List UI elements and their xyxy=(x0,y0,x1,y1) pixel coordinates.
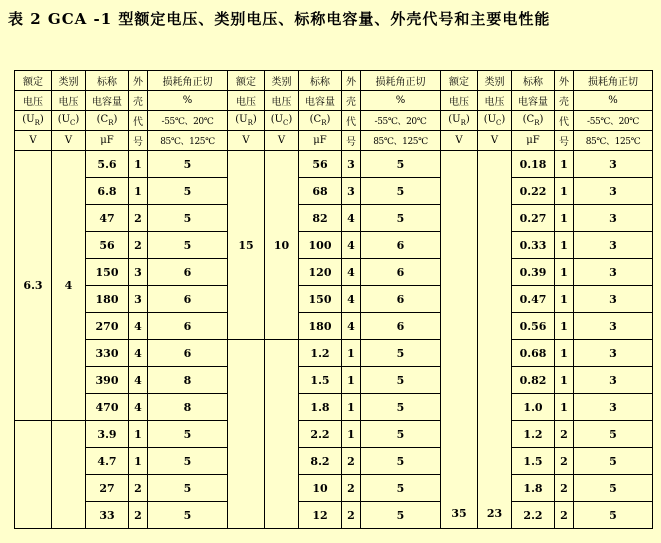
capacitance-cell: 68 xyxy=(299,178,342,205)
case-code-cell: 4 xyxy=(342,232,361,259)
loss-tangent-cell: 5 xyxy=(361,367,441,394)
table-row xyxy=(15,340,653,367)
table-row xyxy=(15,232,653,259)
case-code-cell: 4 xyxy=(342,286,361,313)
capacitance-header: 标称 xyxy=(86,71,129,91)
symbol-text: ) xyxy=(113,114,118,125)
table-row xyxy=(15,421,653,448)
rated-voltage-cell: 15 xyxy=(228,151,265,340)
case-code-header: 号 xyxy=(129,131,148,151)
category-voltage-unit: V xyxy=(265,131,299,151)
capacitance-symbol xyxy=(86,111,129,131)
loss-tangent-cell: 5 xyxy=(574,502,653,529)
loss-tangent-header: 损耗角正切 xyxy=(574,71,653,91)
symbol-text: ) xyxy=(288,114,293,125)
capacitance-unit: μF xyxy=(86,131,129,151)
capacitance-cell: 6.8 xyxy=(86,178,129,205)
rated-voltage-cell xyxy=(228,340,265,529)
spec-table xyxy=(14,70,653,529)
case-code-cell: 1 xyxy=(342,394,361,421)
symbol-text: ) xyxy=(465,114,470,125)
symbol-subscript: R xyxy=(247,119,253,127)
rated-voltage-symbol xyxy=(15,111,52,131)
capacitance-cell: 56 xyxy=(299,151,342,178)
case-code-cell: 3 xyxy=(129,286,148,313)
symbol-text: ) xyxy=(539,114,544,125)
case-code-cell: 1 xyxy=(129,448,148,475)
loss-tangent-cell: 3 xyxy=(574,259,653,286)
category-voltage-header: 类别 xyxy=(265,71,299,91)
case-code-header: 外 xyxy=(129,71,148,91)
capacitance-cell: 0.39 xyxy=(512,259,555,286)
rated-voltage-symbol xyxy=(228,111,265,131)
capacitance-cell: 0.47 xyxy=(512,286,555,313)
case-code-header: 外 xyxy=(555,71,574,91)
table-row xyxy=(15,286,653,313)
capacitance-cell: 2.2 xyxy=(512,502,555,529)
capacitance-cell: 33 xyxy=(86,502,129,529)
loss-tangent-cell: 6 xyxy=(148,340,228,367)
case-code-cell: 1 xyxy=(555,340,574,367)
category-voltage-unit: V xyxy=(478,131,512,151)
loss-tangent-cell: 5 xyxy=(148,151,228,178)
category-voltage-header: 类别 xyxy=(52,71,86,91)
capacitance-symbol xyxy=(299,111,342,131)
loss-tangent-cell: 5 xyxy=(148,205,228,232)
symbol-text: (C xyxy=(96,114,109,125)
loss-tangent-header: 损耗角正切 xyxy=(148,71,228,91)
symbol-text: ) xyxy=(75,114,80,125)
case-code-header: 壳 xyxy=(129,91,148,111)
symbol-subscript: R xyxy=(460,119,466,127)
case-code-header: 代 xyxy=(129,111,148,131)
case-code-cell: 1 xyxy=(555,232,574,259)
symbol-text: ) xyxy=(326,114,331,125)
table-row xyxy=(15,178,653,205)
capacitance-cell: 1.8 xyxy=(512,475,555,502)
symbol-text: (C xyxy=(309,114,322,125)
case-code-cell: 4 xyxy=(342,205,361,232)
case-code-cell: 4 xyxy=(129,313,148,340)
capacitance-cell: 1.5 xyxy=(299,367,342,394)
symbol-subscript: C xyxy=(496,119,502,127)
case-code-cell: 4 xyxy=(342,313,361,340)
capacitance-cell: 150 xyxy=(86,259,129,286)
loss-tangent-cell: 3 xyxy=(574,367,653,394)
spec-table-body xyxy=(15,71,653,529)
header-row xyxy=(15,111,653,131)
case-code-cell: 2 xyxy=(555,421,574,448)
case-code-header: 号 xyxy=(555,131,574,151)
loss-tangent-cell: 5 xyxy=(574,421,653,448)
loss-tangent-cell: 3 xyxy=(574,340,653,367)
capacitance-header: 标称 xyxy=(512,71,555,91)
capacitance-cell: 12 xyxy=(299,502,342,529)
capacitance-cell: 82 xyxy=(299,205,342,232)
category-voltage-header: 电压 xyxy=(52,91,86,111)
table-row xyxy=(15,205,653,232)
capacitance-cell: 4.7 xyxy=(86,448,129,475)
capacitance-cell: 1.2 xyxy=(512,421,555,448)
loss-tangent-cell: 8 xyxy=(148,394,228,421)
capacitance-cell: 1.5 xyxy=(512,448,555,475)
loss-tangent-header: 损耗角正切 xyxy=(361,71,441,91)
symbol-text: (U xyxy=(483,114,497,125)
loss-tangent-cell: 5 xyxy=(361,151,441,178)
loss-tangent-cell: 3 xyxy=(574,313,653,340)
case-code-header: 号 xyxy=(342,131,361,151)
rated-voltage-cell: 35 xyxy=(441,151,478,529)
category-voltage-symbol xyxy=(265,111,299,131)
loss-tangent-cell: 6 xyxy=(148,286,228,313)
symbol-text: (U xyxy=(22,114,35,125)
rated-voltage-header: 电压 xyxy=(228,91,265,111)
case-code-cell: 1 xyxy=(555,394,574,421)
table-row xyxy=(15,394,653,421)
case-code-cell: 2 xyxy=(555,448,574,475)
category-voltage-header: 类别 xyxy=(478,71,512,91)
loss-tangent-cell: 5 xyxy=(361,421,441,448)
loss-tangent-cell: 3 xyxy=(574,178,653,205)
capacitance-cell: 470 xyxy=(86,394,129,421)
symbol-text: (C xyxy=(522,114,535,125)
table-row xyxy=(15,313,653,340)
table-row xyxy=(15,475,653,502)
rated-voltage-header: 额定 xyxy=(15,71,52,91)
case-code-cell: 1 xyxy=(555,286,574,313)
capacitance-cell: 0.27 xyxy=(512,205,555,232)
case-code-cell: 1 xyxy=(555,151,574,178)
capacitance-cell: 3.9 xyxy=(86,421,129,448)
loss-tangent-cell: 5 xyxy=(148,448,228,475)
loss-tangent-header: % xyxy=(148,91,228,111)
capacitance-cell: 0.56 xyxy=(512,313,555,340)
case-code-cell: 3 xyxy=(342,178,361,205)
symbol-text: (U xyxy=(270,114,284,125)
capacitance-cell: 56 xyxy=(86,232,129,259)
rated-voltage-cell xyxy=(15,421,52,529)
table-row xyxy=(15,448,653,475)
capacitance-cell: 100 xyxy=(299,232,342,259)
capacitance-cell: 0.68 xyxy=(512,340,555,367)
capacitance-header: 电容量 xyxy=(86,91,129,111)
case-code-cell: 2 xyxy=(129,205,148,232)
capacitance-cell: 0.33 xyxy=(512,232,555,259)
loss-tangent-header: % xyxy=(574,91,653,111)
symbol-subscript: C xyxy=(70,119,76,127)
header-row xyxy=(15,71,653,91)
symbol-text: (U xyxy=(448,114,461,125)
capacitance-cell: 0.22 xyxy=(512,178,555,205)
capacitance-cell: 0.18 xyxy=(512,151,555,178)
case-code-cell: 2 xyxy=(342,475,361,502)
loss-tangent-cell: 5 xyxy=(148,421,228,448)
loss-tangent-cell: 6 xyxy=(361,232,441,259)
case-code-cell: 1 xyxy=(129,178,148,205)
loss-tangent-cell: 6 xyxy=(148,259,228,286)
loss-tangent-cell: 6 xyxy=(361,259,441,286)
loss-tangent-cell: 3 xyxy=(574,232,653,259)
loss-tangent-cell: 8 xyxy=(148,367,228,394)
capacitance-cell: 10 xyxy=(299,475,342,502)
loss-tangent-cell: 6 xyxy=(361,313,441,340)
loss-tangent-header: -55℃、20℃ xyxy=(574,111,653,131)
category-voltage-cell xyxy=(265,340,299,529)
rated-voltage-header: 电压 xyxy=(441,91,478,111)
capacitance-cell: 390 xyxy=(86,367,129,394)
loss-tangent-cell: 5 xyxy=(361,394,441,421)
case-code-cell: 4 xyxy=(129,340,148,367)
case-code-cell: 2 xyxy=(342,448,361,475)
rated-voltage-unit: V xyxy=(15,131,52,151)
rated-voltage-cell: 6.3 xyxy=(15,151,52,421)
category-voltage-cell: 23 xyxy=(478,151,512,529)
symbol-text: ) xyxy=(252,114,257,125)
symbol-subscript: R xyxy=(321,119,327,127)
symbol-text: (U xyxy=(235,114,248,125)
loss-tangent-cell: 3 xyxy=(574,151,653,178)
case-code-cell: 1 xyxy=(342,421,361,448)
capacitance-cell: 27 xyxy=(86,475,129,502)
table-row xyxy=(15,502,653,529)
loss-tangent-header: 85℃、125℃ xyxy=(148,131,228,151)
symbol-text: ) xyxy=(39,114,44,125)
category-voltage-header: 电压 xyxy=(478,91,512,111)
loss-tangent-cell: 3 xyxy=(574,394,653,421)
rated-voltage-header: 额定 xyxy=(228,71,265,91)
loss-tangent-cell: 5 xyxy=(361,205,441,232)
loss-tangent-cell: 5 xyxy=(148,502,228,529)
capacitance-cell: 120 xyxy=(299,259,342,286)
capacitance-cell: 47 xyxy=(86,205,129,232)
capacitance-unit: μF xyxy=(512,131,555,151)
case-code-cell: 1 xyxy=(555,259,574,286)
rated-voltage-unit: V xyxy=(441,131,478,151)
case-code-header: 代 xyxy=(555,111,574,131)
category-voltage-symbol xyxy=(52,111,86,131)
loss-tangent-cell: 5 xyxy=(361,340,441,367)
loss-tangent-header: 85℃、125℃ xyxy=(574,131,653,151)
case-code-cell: 1 xyxy=(555,367,574,394)
loss-tangent-cell: 6 xyxy=(148,313,228,340)
capacitance-header: 电容量 xyxy=(299,91,342,111)
case-code-header: 壳 xyxy=(555,91,574,111)
category-voltage-cell: 4 xyxy=(52,151,86,421)
capacitance-header: 电容量 xyxy=(512,91,555,111)
loss-tangent-header: % xyxy=(361,91,441,111)
loss-tangent-cell: 5 xyxy=(574,448,653,475)
capacitance-header: 标称 xyxy=(299,71,342,91)
table-row xyxy=(15,367,653,394)
case-code-cell: 3 xyxy=(129,259,148,286)
symbol-subscript: C xyxy=(283,119,289,127)
loss-tangent-cell: 6 xyxy=(361,286,441,313)
capacitance-cell: 0.82 xyxy=(512,367,555,394)
case-code-header: 代 xyxy=(342,111,361,131)
case-code-cell: 2 xyxy=(342,502,361,529)
header-row xyxy=(15,91,653,111)
table-row xyxy=(15,259,653,286)
capacitance-cell: 1.0 xyxy=(512,394,555,421)
case-code-cell: 2 xyxy=(555,475,574,502)
category-voltage-header: 电压 xyxy=(265,91,299,111)
loss-tangent-cell: 3 xyxy=(574,205,653,232)
case-code-cell: 2 xyxy=(129,475,148,502)
loss-tangent-cell: 5 xyxy=(361,178,441,205)
case-code-cell: 2 xyxy=(555,502,574,529)
loss-tangent-header: 85℃、125℃ xyxy=(361,131,441,151)
capacitance-cell: 1.8 xyxy=(299,394,342,421)
loss-tangent-cell: 5 xyxy=(148,475,228,502)
category-voltage-cell xyxy=(52,421,86,529)
symbol-subscript: R xyxy=(108,119,114,127)
symbol-text: (U xyxy=(57,114,71,125)
capacitance-cell: 8.2 xyxy=(299,448,342,475)
case-code-cell: 1 xyxy=(555,313,574,340)
loss-tangent-cell: 3 xyxy=(574,286,653,313)
case-code-cell: 1 xyxy=(342,340,361,367)
capacitance-cell: 2.2 xyxy=(299,421,342,448)
case-code-cell: 1 xyxy=(555,205,574,232)
header-row xyxy=(15,131,653,151)
case-code-cell: 1 xyxy=(555,178,574,205)
rated-voltage-symbol xyxy=(441,111,478,131)
case-code-cell: 3 xyxy=(342,151,361,178)
case-code-cell: 1 xyxy=(129,151,148,178)
category-voltage-cell: 10 xyxy=(265,151,299,340)
capacitance-unit: μF xyxy=(299,131,342,151)
case-code-cell: 4 xyxy=(342,259,361,286)
case-code-cell: 2 xyxy=(129,502,148,529)
category-voltage-unit: V xyxy=(52,131,86,151)
loss-tangent-cell: 5 xyxy=(148,178,228,205)
rated-voltage-header: 额定 xyxy=(441,71,478,91)
table-title: 表 2 GCA -1 型额定电压、类别电压、标称电容量、外壳代号和主要电性能 xyxy=(8,10,551,28)
loss-tangent-header: -55℃、20℃ xyxy=(361,111,441,131)
symbol-text: ) xyxy=(501,114,506,125)
case-code-cell: 1 xyxy=(129,421,148,448)
case-code-header: 壳 xyxy=(342,91,361,111)
rated-voltage-header: 电压 xyxy=(15,91,52,111)
symbol-subscript: R xyxy=(34,119,40,127)
symbol-subscript: R xyxy=(534,119,540,127)
capacitance-cell: 270 xyxy=(86,313,129,340)
capacitance-cell: 330 xyxy=(86,340,129,367)
capacitance-cell: 180 xyxy=(86,286,129,313)
capacitance-cell: 180 xyxy=(299,313,342,340)
capacitance-cell: 150 xyxy=(299,286,342,313)
loss-tangent-cell: 5 xyxy=(361,475,441,502)
loss-tangent-cell: 5 xyxy=(574,475,653,502)
case-code-cell: 1 xyxy=(342,367,361,394)
case-code-cell: 4 xyxy=(129,394,148,421)
case-code-cell: 4 xyxy=(129,367,148,394)
loss-tangent-cell: 5 xyxy=(361,448,441,475)
loss-tangent-cell: 5 xyxy=(361,502,441,529)
capacitance-cell: 5.6 xyxy=(86,151,129,178)
loss-tangent-header: -55℃、20℃ xyxy=(148,111,228,131)
loss-tangent-cell: 5 xyxy=(148,232,228,259)
rated-voltage-unit: V xyxy=(228,131,265,151)
capacitance-cell: 1.2 xyxy=(299,340,342,367)
case-code-header: 外 xyxy=(342,71,361,91)
capacitance-symbol xyxy=(512,111,555,131)
table-row xyxy=(15,151,653,178)
case-code-cell: 2 xyxy=(129,232,148,259)
category-voltage-symbol xyxy=(478,111,512,131)
